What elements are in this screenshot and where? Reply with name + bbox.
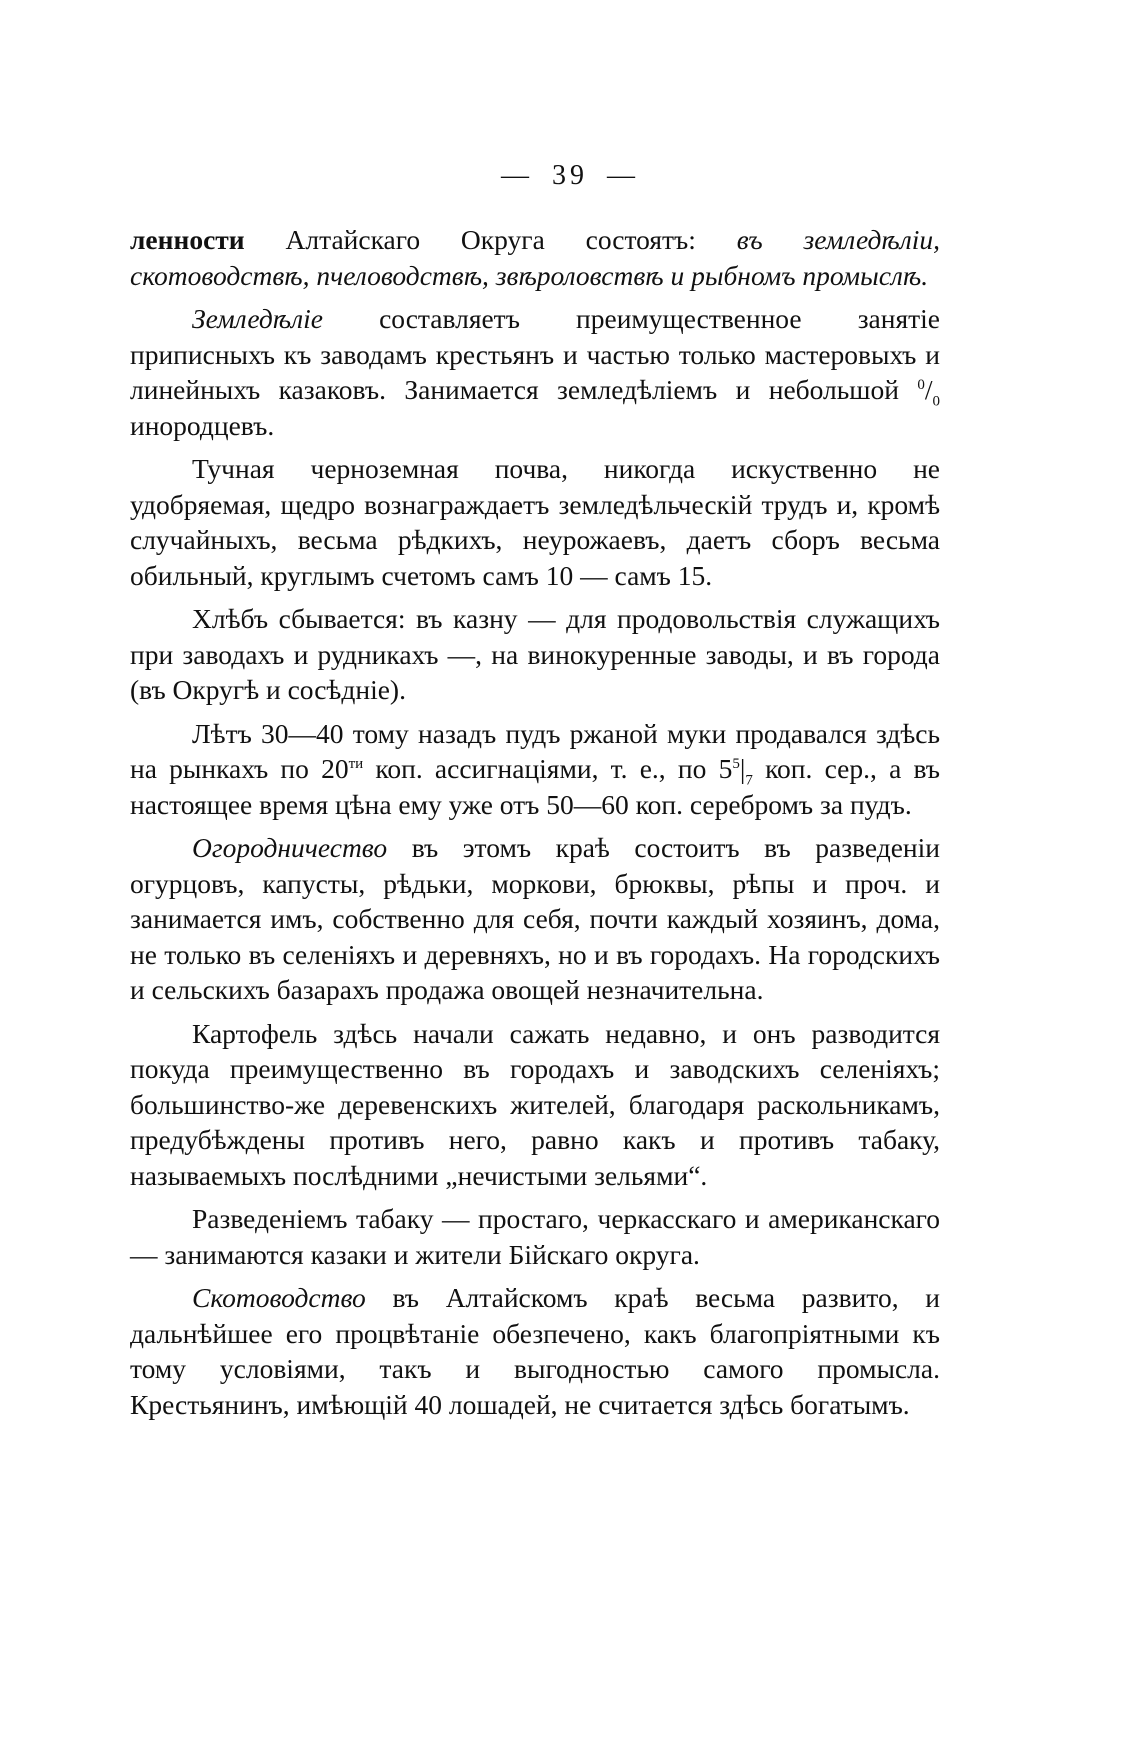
paragraph-2 <box>130 301 940 443</box>
paragraph-8: Разведеніемъ табаку — простаго, черкасскаго и американскаго — занимаются казаки и жители Бійскаго округа. <box>130 1203 940 1270</box>
paragraph-5 <box>130 716 940 823</box>
fraction-five-sevenths: $^5|_7$ <box>732 753 753 789</box>
paragraph-2-text-a: составляетъ преимущественное занятіе приписныхъ къ заводамъ крестьянъ и частью только мастеровыхъ и линейныхъ казаковъ. Занимается земледѣліемъ и небольшой <box>130 303 940 405</box>
paragraph-1-text: Алтайскаго Округа состоятъ: <box>244 224 737 255</box>
paragraph-1-italic: въ земледѣліи, скотоводствѣ, пчеловодствѣ, звѣроловствѣ и рыбномъ промыслѣ. <box>130 224 940 291</box>
percent-sign: $^0/_0$ <box>917 374 940 410</box>
paragraph-9 <box>130 1280 940 1422</box>
paragraph-3: Тучная черноземная почва, никогда искуственно не удобряемая, щедро вознаграждаетъ земледѣльческій трудъ и, кромѣ случайныхъ, весьма рѣдкихъ, неурожаевъ, даетъ сборъ весьма обильный, круглымъ счетомъ самъ 10 — самъ 15. <box>130 453 940 591</box>
paragraph-5-text-b: коп. ассигнаціями, т. е., по 5 <box>363 753 733 784</box>
paragraph-1 <box>130 222 940 293</box>
term-agriculture: Земледѣліе <box>192 303 323 334</box>
term-gardening: Огородничество <box>192 832 388 863</box>
ordinal-suffix: ти <box>348 755 364 772</box>
continued-word: ленности <box>130 224 245 255</box>
page-number: 39 <box>552 160 588 191</box>
header-dash-right: — <box>607 160 639 191</box>
paragraph-5-text-a: Лѣтъ 30—40 тому назадъ пудъ ржаной муки продавался здѣсь на рынкахъ по 20 <box>130 717 940 784</box>
paragraph-4: Хлѣбъ сбывается: въ казну — для продовольствія служащихъ при заводахъ и рудникахъ —, на винокуренные заводы, и въ города (въ Округѣ и сосѣдніе). <box>130 603 940 705</box>
term-cattle-breeding: Скотоводство <box>192 1282 366 1313</box>
header-dash-left: — <box>501 160 533 191</box>
paragraph-6 <box>130 830 940 1008</box>
page-body <box>130 222 940 1430</box>
paragraph-6-text: въ этомъ краѣ состоитъ въ разведеніи огурцовъ, капусты, рѣдьки, моркови, брюквы, рѣпы и проч. и занимается имъ, собственно для себя, почти каждый хозяинъ, дома, не только въ селеніяхъ и деревняхъ, но и въ городахъ. На городскихъ и сельскихъ базарахъ продажа овощей незначительна. <box>130 832 940 1005</box>
paragraph-2-text-b: инородцевъ. <box>130 409 275 441</box>
page-header <box>0 160 1140 192</box>
paragraph-7: Картофель здѣсь начали сажать недавно, и онъ разводится покуда преимущественно въ городахъ и заводскихъ селеніяхъ; большинство-же деревенскихъ жителей, благодаря раскольникамъ, предубѣждены противъ него, равно какъ и противъ табаку, называемыхъ послѣдними „нечистыми зельями“. <box>130 1017 940 1191</box>
paragraph-9-text: въ Алтайскомъ краѣ весьма развито, и дальнѣйшее его процвѣтаніе обезпечено, какъ благопріятными къ тому условіями, такъ и выгодностью самого промысла. Крестьянинъ, имѣющій 40 лошадей, не считается здѣсь богатымъ. <box>130 1282 940 1420</box>
paragraph-5-text-c: коп. сер., а въ настоящее время цѣна ему уже отъ 50—60 коп. серебромъ за пудъ. <box>130 753 941 820</box>
